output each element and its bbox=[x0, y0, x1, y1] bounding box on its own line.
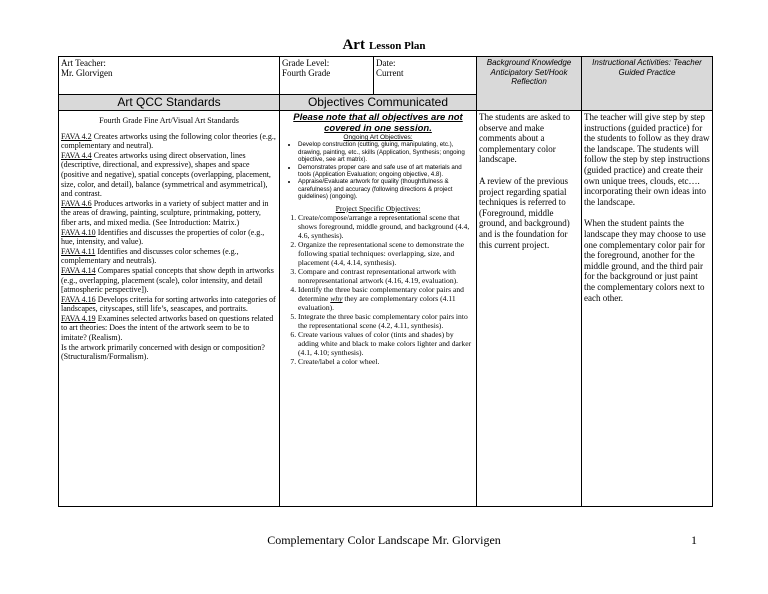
standard-text: Identifies and discusses color schemes (e.g., complementary and neutrals). bbox=[61, 246, 239, 266]
standard-text: Identifies and discusses the properties of color (e.g., hue, intensity, and value). bbox=[61, 227, 265, 247]
standard-item bbox=[61, 247, 277, 266]
page-number: 1 bbox=[691, 533, 697, 547]
standard-text: Develops criteria for sorting artworks into categories of landscapes, cityscapes, still life’s, seascapes, and portraits. bbox=[61, 294, 276, 314]
standard-item bbox=[61, 228, 277, 247]
header-row bbox=[59, 57, 713, 95]
specific-objective-item: 6. Create various values of color (tints and shades) by adding white and black to make colors lighter and darker (4.1, 4.10; synthesis). bbox=[298, 330, 474, 357]
specific-objective-item: 3. Compare and contrast representational artwork with nonrepresentational artwork (4.16, 4.19, evaluation). bbox=[298, 267, 474, 285]
objectives-section-header: Objectives Communicated bbox=[280, 95, 477, 111]
standard-code: FAVA 4.2 bbox=[61, 131, 92, 141]
instructional-paragraph-1: The teacher will give step by step instructions (guided practice) for the students to follow as they draw the landscape. The students will follow the step by step instructions (guided practice) and create their own unique trees, clouds, etc…. incorporating their own ideas into the landscape. bbox=[584, 112, 710, 207]
standard-text: Creates artworks using the following color theories (e.g., complementary and neutral). bbox=[61, 131, 276, 151]
instructional-paragraph-2: When the student paints the landscape they may choose to use one complementary color pair for the foreground, another for the middle ground, and the third pair for the background or just paint the complementary colors next to each other. bbox=[584, 218, 706, 303]
general-objectives-heading: Ongoing Art Objectives: bbox=[343, 134, 413, 141]
title-rest: Lesson Plan bbox=[368, 40, 426, 52]
objectives-note: Please note that all objectives are not covered in one session. bbox=[293, 112, 463, 134]
standard-item bbox=[61, 199, 277, 228]
footer-text: Complementary Color Landscape Mr. Glorvigen bbox=[267, 533, 501, 547]
specific-objectives-list bbox=[282, 213, 474, 366]
teacher-name: Mr. Glorvigen bbox=[61, 68, 113, 78]
general-objective-item: • Appraise/Evaluate artwork for quality (thoughtfulness & carefulness) and accuracy (following directions & project guidelines) (ongoing). bbox=[298, 178, 474, 200]
background-header: Background Knowledge Anticipatory Set/Hook Reflection bbox=[477, 57, 582, 111]
background-cell bbox=[477, 111, 582, 507]
teacher-label: Art Teacher: bbox=[61, 58, 106, 68]
grade-label: Grade Level: bbox=[282, 58, 330, 68]
standard-text: Creates artworks using direct observation, lines (descriptive, directional, and expressive), shapes and space (positive and negative), spatial concepts (overlapping, placement, size, color, and detail), balance (symmetrical and asymmetrical), and contrast. bbox=[61, 150, 271, 199]
general-objective-item: • Develop construction (cutting, gluing, manipulating, etc.), drawing, painting, etc., skills (Application, Synthesis; ongoing objective, see art matrix). bbox=[298, 141, 474, 163]
standard-item bbox=[61, 132, 277, 151]
standard-code: FAVA 4.16 bbox=[61, 294, 96, 304]
standard-text: Compares spatial concepts that show depth in artworks (e.g., overlapping, placement (scale), color intensity, and detail [atmospheric perspective]). bbox=[61, 265, 274, 295]
grade-value: Fourth Grade bbox=[282, 68, 331, 78]
instructional-cell bbox=[582, 111, 713, 507]
standard-code: FAVA 4.14 bbox=[61, 265, 96, 275]
standards-list bbox=[61, 132, 277, 343]
date-value: Current bbox=[376, 68, 404, 78]
specific-objectives-heading: Project Specific Objectives: bbox=[335, 203, 421, 213]
date-cell bbox=[374, 57, 477, 95]
specific-objective-item: 7. Create/label a color wheel. bbox=[298, 357, 474, 366]
standard-code: FAVA 4.11 bbox=[61, 246, 96, 256]
specific-objective-item: 2. Organize the representational scene to demonstrate the following spatial techniques: overlapping, size, and placement (4.4, 4.14, synthesis). bbox=[298, 240, 474, 267]
standard-item bbox=[61, 266, 277, 295]
standard-text: Produces artworks in a variety of subject matter and in the areas of drawing, painting, sculpture, printmaking, pottery, fiber arts, and mixed media. (See Introduction: Matrix.) bbox=[61, 198, 269, 227]
specific-objective-item: 4. Identify the three basic complementary color pairs and determine why they are complementary colors (4.11 evaluation). bbox=[298, 285, 474, 312]
general-objectives-list bbox=[282, 141, 474, 200]
specific-objective-item: 1. Create/compose/arrange a representational scene that shows foreground, middle ground, and background (4.4, 4.6, synthesis). bbox=[298, 213, 474, 240]
qcc-heading: Fourth Grade Fine Art/Visual Art Standards bbox=[99, 116, 239, 125]
instructional-header: Instructional Activities: Teacher Guided Practice bbox=[582, 57, 713, 111]
lesson-plan-table bbox=[58, 56, 713, 507]
standard-code: FAVA 4.4 bbox=[61, 150, 92, 160]
qcc-standards-cell bbox=[59, 111, 280, 507]
standard-text: Examines selected artworks based on questions related to art theories: Does the intent of the artwork seem to be to imitate? (Realism). bbox=[61, 313, 274, 343]
title-subject: Art bbox=[342, 37, 365, 53]
objectives-cell bbox=[280, 111, 477, 507]
content-row bbox=[59, 111, 713, 507]
qcc-section-header: Art QCC Standards bbox=[59, 95, 280, 111]
specific-objective-item: 5. Integrate the three basic complementary color pairs into the representational scene (4.2, 4.11, synthesis). bbox=[298, 312, 474, 330]
background-paragraph-2: A review of the previous project regarding spatial techniques is referred to (Foreground, middle ground, and background) and is the foundation for this current project. bbox=[479, 175, 570, 250]
background-paragraph-1: The students are asked to observe and make comments about a complementary color landscape. bbox=[479, 112, 570, 165]
qcc-closing: Is the artwork primarily concerned with design or composition? (Structuralism/Formalism). bbox=[61, 342, 265, 362]
general-objective-item: • Demonstrates proper care and safe use of art materials and tools (Application Evaluation; ongoing objective, 4.8). bbox=[298, 164, 474, 179]
standard-code: FAVA 4.6 bbox=[61, 198, 92, 208]
date-label: Date: bbox=[376, 58, 396, 68]
page-title bbox=[0, 36, 768, 54]
standard-item bbox=[61, 314, 277, 343]
standard-item bbox=[61, 295, 277, 314]
standard-item bbox=[61, 151, 277, 199]
teacher-cell bbox=[59, 57, 280, 95]
why-emphasis: why bbox=[330, 294, 343, 304]
grade-cell bbox=[280, 57, 374, 95]
standard-code: FAVA 4.19 bbox=[61, 313, 96, 323]
standard-code: FAVA 4.10 bbox=[61, 227, 96, 237]
